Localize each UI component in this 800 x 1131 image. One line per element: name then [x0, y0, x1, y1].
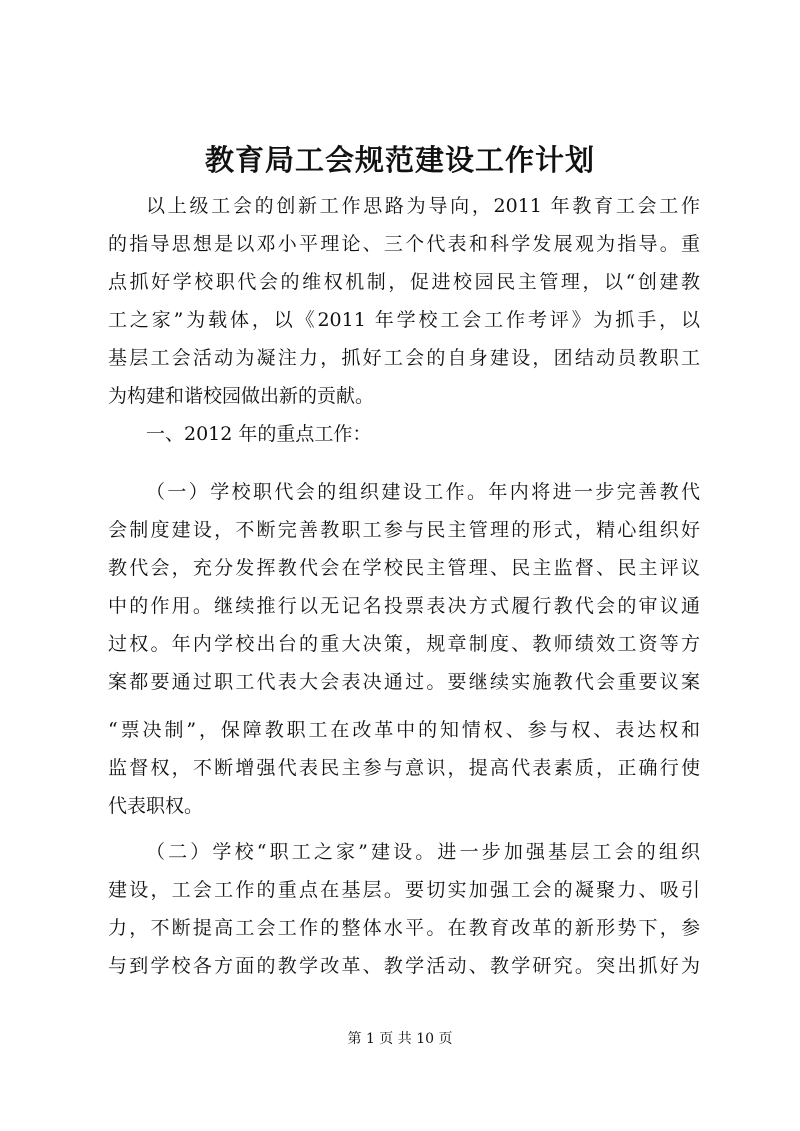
text-line: 点抓好学校职代会的维权机制，促进校园民主管理，以“创建教 — [108, 271, 700, 293]
page-number-footer: 第 1 页 共 10 页 — [347, 1031, 453, 1047]
text-line: （二）学校“职工之家”建设。进一步加强基层工会的组织 — [146, 841, 700, 863]
text-line: 案都要通过职工代表大会表决通过。要继续实施教代会重要议案 — [108, 671, 700, 693]
text-line: 一、2012 年的重点工作： — [146, 423, 372, 445]
text-line: 教代会，充分发挥教代会在学校民主管理、民主监督、民主评议 — [108, 557, 700, 579]
text-line: 以上级工会的创新工作思路为导向，2011 年教育工会工作 — [146, 195, 700, 217]
text-line: 工之家”为载体，以《2011 年学校工会工作考评》为抓手，以 — [108, 309, 700, 331]
text-line: 的指导思想是以邓小平理论、三个代表和科学发展观为指导。重 — [108, 233, 700, 255]
page-title: 教育局工会规范建设工作计划 — [204, 143, 595, 177]
text-line: 中的作用。继续推行以无记名投票表决方式履行教代会的审议通 — [108, 595, 700, 617]
text-line: 会制度建设，不断完善教职工参与民主管理的形式，精心组织好 — [108, 519, 700, 541]
text-line: 建设，工会工作的重点在基层。要切实加强工会的凝聚力、吸引 — [108, 879, 700, 901]
text-line: 代表职权。 — [108, 795, 204, 817]
text-line: “票决制”，保障教职工在改革中的知情权、参与权、表达权和 — [108, 719, 700, 741]
text-line: （一）学校职代会的组织建设工作。年内将进一步完善教代 — [146, 481, 700, 503]
text-line: 监督权，不断增强代表民主参与意识，提高代表素质，正确行使 — [108, 757, 700, 779]
text-line: 为构建和谐校园做出新的贡献。 — [108, 385, 375, 407]
text-line: 过权。年内学校出台的重大决策，规章制度、教师绩效工资等方 — [108, 633, 700, 655]
text-line: 与到学校各方面的教学改革、教学活动、教学研究。突出抓好为 — [108, 955, 700, 977]
text-line: 力，不断提高工会工作的整体水平。在教育改革的新形势下，参 — [108, 917, 700, 939]
text-line: 基层工会活动为凝注力，抓好工会的自身建设，团结动员教职工 — [108, 347, 700, 369]
